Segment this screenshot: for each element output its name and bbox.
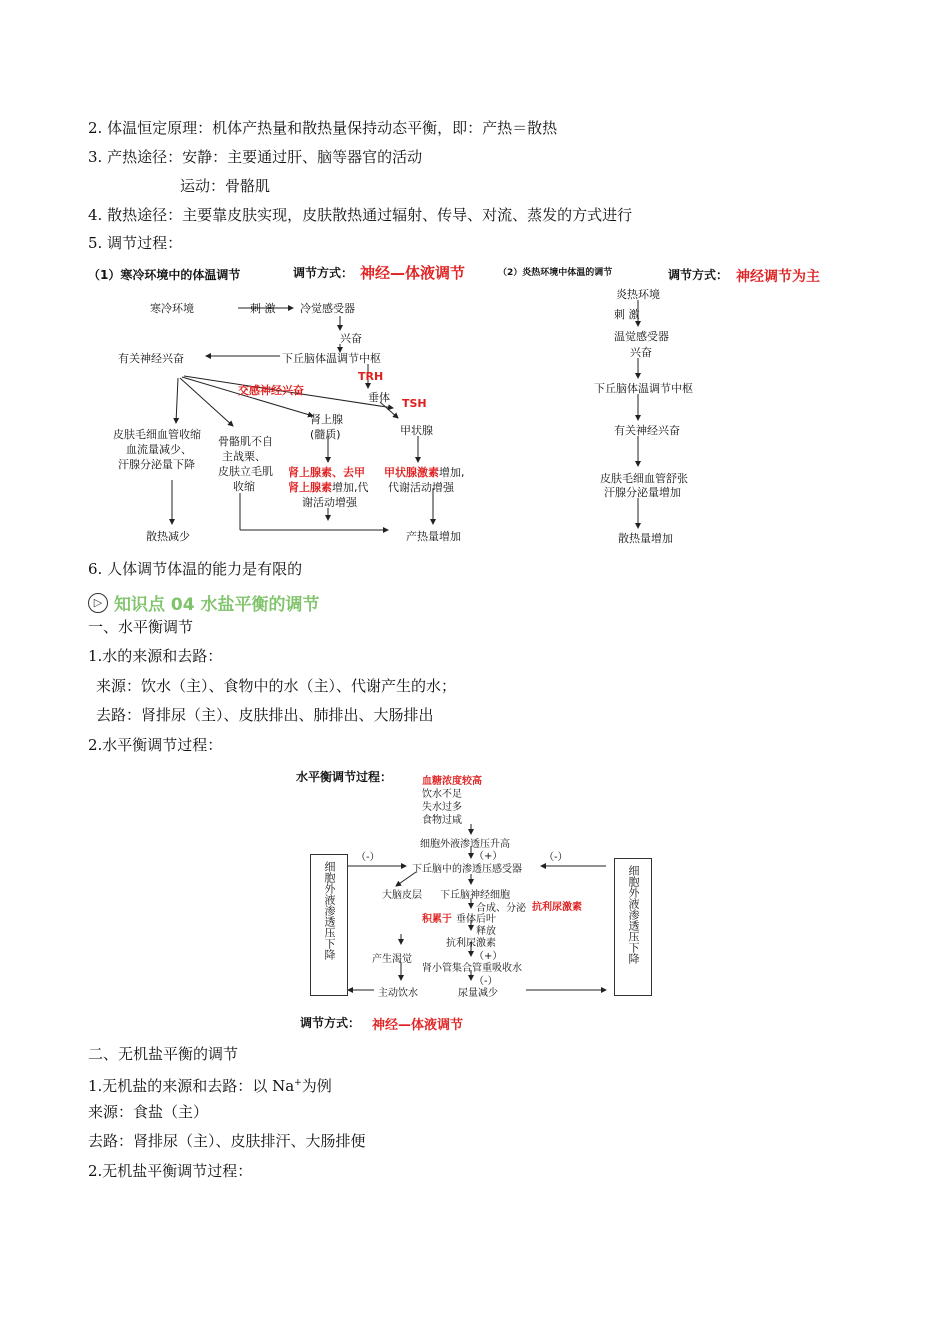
- hot-excite: 兴奋: [630, 346, 652, 359]
- hot-title: （2）炎热环境中体温的调节: [498, 268, 613, 278]
- hot-skin: 汗腺分泌量增加: [604, 486, 681, 499]
- water-red-top: 血糖浓度较高: [422, 776, 482, 787]
- cold-adrenal-medulla: (髓质): [310, 428, 341, 441]
- text-line: 4. 散热途径：主要靠皮肤实现，皮肤散热通过辐射、传导、对流、蒸发的方式进行: [88, 206, 633, 224]
- water-cortex: 大脑皮层: [382, 890, 422, 901]
- cold-adrenal-hormone: 肾上腺素增加,代: [288, 481, 369, 494]
- cold-nerve: 有关神经兴奋: [118, 352, 184, 365]
- water-kidney: 肾小管集合管重吸收水: [422, 963, 522, 974]
- hot-mode: 神经调节为主: [736, 269, 820, 285]
- cold-adrenal-hormone: 谢活动增强: [302, 496, 357, 509]
- text-line: 2.水平衡调节过程：: [88, 736, 223, 754]
- cold-thyroid-hormone: 代谢活动增强: [388, 481, 454, 494]
- arrow-circle-icon: ▷: [88, 593, 108, 613]
- cold-thyroid-hormone: 甲状腺激素增加,: [384, 466, 465, 479]
- text-line: 5. 调节过程：: [88, 234, 183, 252]
- hot-heat-loss: 散热量增加: [618, 532, 673, 545]
- water-drink: 主动饮水: [378, 988, 418, 999]
- section-heading-text: 知识点 04 水盐平衡的调节: [114, 595, 320, 615]
- water-side-box-right: [614, 858, 652, 996]
- cold-adrenal-hormone: 肾上腺素、去甲: [288, 466, 365, 479]
- cold-tsh: TSH: [402, 397, 427, 410]
- water-receptor: 下丘脑中的渗透压感受器: [412, 864, 522, 875]
- cold-pituitary: 垂体: [368, 391, 390, 404]
- cold-env: 寒冷环境: [150, 302, 194, 315]
- cold-heat-gain: 产热量增加: [406, 530, 461, 543]
- hot-nerve: 有关神经兴奋: [614, 424, 680, 437]
- text-line: 3. 产热途径：安静：主要通过肝、脑等器官的活动: [88, 148, 423, 166]
- text-line: 来源：饮水（主）、食物中的水（主）、代谢产生的水；: [96, 677, 457, 695]
- hot-skin: 皮肤毛细血管舒张: [600, 472, 688, 485]
- hot-center: 下丘脑体温调节中枢: [594, 382, 693, 395]
- water-adh: 抗利尿激素: [446, 938, 496, 949]
- water-side-box-left: [310, 854, 348, 996]
- cold-mode-label: 调节方式：: [293, 266, 354, 280]
- water-cause: 食物过咸: [422, 815, 462, 826]
- cold-mode: 神经—体液调节: [360, 264, 466, 282]
- hot-env: 炎热环境: [616, 288, 660, 301]
- text-line: 运动：骨骼肌: [180, 177, 271, 195]
- cold-muscle: 主战栗、: [222, 450, 266, 463]
- water-adh-red: 抗利尿激素: [532, 902, 582, 913]
- hot-stim: 刺 激: [614, 308, 640, 321]
- water-thirst: 产生渴觉: [372, 954, 412, 965]
- text-line: [88, 1073, 332, 1096]
- water-store: 积累于: [422, 914, 452, 925]
- cold-sympathetic: 交感神经兴奋: [238, 384, 304, 397]
- text-line: 来源：食盐（主）: [88, 1103, 209, 1121]
- section-heading: [88, 590, 320, 615]
- water-cause: 失水过多: [422, 802, 462, 813]
- text-line: 2.无机盐平衡调节过程：: [88, 1162, 253, 1180]
- cold-skin: 汗腺分泌量下降: [118, 458, 195, 471]
- text-line: 1.水的来源和去路：: [88, 647, 223, 665]
- water-plus: （+）: [474, 951, 503, 962]
- cold-trh: TRH: [358, 370, 384, 383]
- water-mode: 神经—体液调节: [372, 1018, 464, 1033]
- water-minus: （-）: [356, 852, 380, 863]
- water-neuro: 下丘脑神经细胞: [440, 890, 510, 901]
- cold-muscle: 收缩: [233, 480, 255, 493]
- water-osm-up: 细胞外液渗透压升高: [420, 839, 510, 850]
- cold-heat-loss: 散热减少: [146, 530, 190, 543]
- text-line: 2. 体温恒定原理：机体产热量和散热量保持动态平衡，即：产热＝散热: [88, 119, 558, 137]
- superscript: +: [294, 1078, 302, 1088]
- water-plus: （+）: [474, 851, 503, 862]
- cold-excite: 兴奋: [340, 332, 362, 345]
- cold-skin: 血流量减少、: [126, 443, 192, 456]
- hot-receptor: 温觉感受器: [614, 330, 669, 343]
- water-synth: 合成、分泌: [476, 903, 526, 914]
- hot-diagram: [498, 262, 838, 552]
- cold-center: 下丘脑体温调节中枢: [282, 352, 381, 365]
- cold-diagram: [88, 258, 508, 553]
- text-line: 去路：肾排尿（主）、皮肤排汗、大肠排便: [88, 1132, 366, 1150]
- cold-muscle: 皮肤立毛肌: [218, 465, 273, 478]
- water-minus: （-）: [474, 976, 498, 987]
- text-line: 二、无机盐平衡的调节: [88, 1045, 239, 1063]
- cold-muscle: 骨骼肌不自: [218, 435, 273, 448]
- text-line: 6. 人体调节体温的能力是有限的: [88, 560, 303, 578]
- text-fragment: 为例: [301, 1077, 332, 1095]
- water-mode-label: 调节方式：: [300, 1016, 361, 1030]
- hot-arrows: [498, 262, 838, 552]
- cold-thyroid: 甲状腺: [400, 424, 433, 437]
- cold-receptor: 冷觉感受器: [300, 302, 355, 315]
- water-urine: 尿量减少: [458, 988, 498, 999]
- cold-adrenal: 肾上腺: [310, 413, 343, 426]
- cold-stim: 刺 激: [250, 302, 276, 315]
- text-line: 去路：肾排尿（主）、皮肤排出、肺排出、大肠排出: [96, 706, 434, 724]
- water-title: 水平衡调节过程：: [296, 770, 393, 784]
- water-release: 释放: [476, 926, 496, 937]
- water-cause: 饮水不足: [422, 789, 462, 800]
- water-side-label: 细胞外液渗透压下降: [323, 861, 336, 960]
- cold-title: （1）寒冷环境中的体温调节: [88, 268, 241, 282]
- water-diagram: [296, 762, 666, 1037]
- hot-mode-label: 调节方式：: [668, 268, 729, 282]
- text-fragment: 1.无机盐的来源和去路：以 Na: [88, 1077, 295, 1095]
- text-line: 一、水平衡调节: [88, 618, 194, 636]
- water-minus: （-）: [544, 852, 568, 863]
- cold-skin: 皮肤毛细血管收缩: [113, 428, 201, 441]
- water-side-label: 细胞外液渗透压下降: [627, 865, 640, 964]
- water-post-pit: 垂体后叶: [456, 914, 496, 925]
